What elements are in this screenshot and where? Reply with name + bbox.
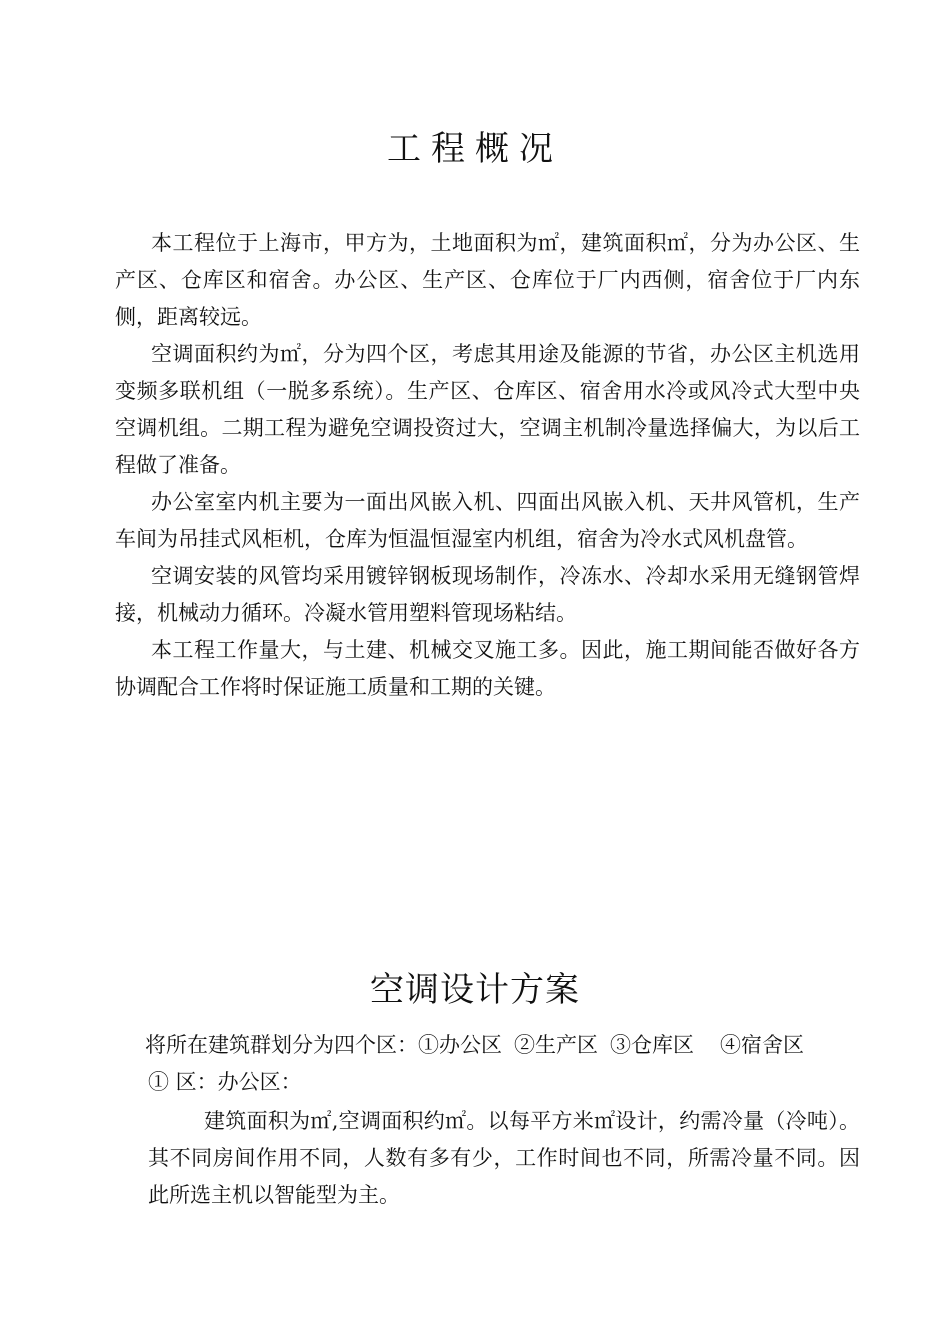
overview-paragraph: 空调面积约为㎡，分为四个区，考虑其用途及能源的节省，办公区主机选用变频多联机组（一脱多系统）。生产区、仓库区、宿舍用水冷或风冷式大型中央空调机组。二期工程为避免空调投资过大，空调主机制冷量选择偏大，为以后工程做了准备。 <box>115 342 860 477</box>
zone-label: ①办公区 <box>418 1033 502 1057</box>
section-title-overview: 工程概况 <box>387 129 563 169</box>
overview-paragraph: 本工程工作量大，与土建、机械交叉施工多。因此，施工期间能否做好各方协调配合工作将时保证施工质量和工期的关键。 <box>115 638 860 699</box>
zone-label: ②生产区 <box>514 1033 598 1057</box>
design-section <box>145 1027 860 1214</box>
zone-label: ③仓库区 <box>610 1033 694 1057</box>
zones-line <box>145 1027 860 1064</box>
overview-paragraph: 办公室室内机主要为一面出风嵌入机、四面出风嵌入机、天井风管机，生产车间为吊挂式风柜机，仓库为恒温恒湿室内机组，宿舍为冷水式风机盘管。 <box>115 490 860 551</box>
overview-section <box>115 225 860 706</box>
zone1-heading: ① 区：办公区： <box>148 1070 302 1094</box>
overview-paragraph: 本工程位于上海市，甲方为，土地面积为㎡，建筑面积㎡，分为办公区、生产区、仓库区和宿舍。办公区、生产区、仓库位于厂内西侧，宿舍位于厂内东侧，距离较远。 <box>115 231 860 329</box>
section-title-design: 空调设计方案 <box>370 970 580 1010</box>
zone1-body: 建筑面积为㎡,空调面积约㎡。以每平方米㎡设计，约需冷量（冷吨）。其不同房间作用不同，人数有多有少，工作时间也不同，所需冷量不同。因此所选主机以智能型为主。 <box>148 1109 860 1207</box>
overview-paragraph: 空调安装的风管均采用镀锌钢板现场制作，冷冻水、冷却水采用无缝钢管焊接，机械动力循环。冷凝水管用塑料管现场粘结。 <box>115 564 860 625</box>
zones-intro: 将所在建筑群划分为四个区： <box>145 1033 418 1057</box>
zone-label: ④宿舍区 <box>720 1033 804 1057</box>
